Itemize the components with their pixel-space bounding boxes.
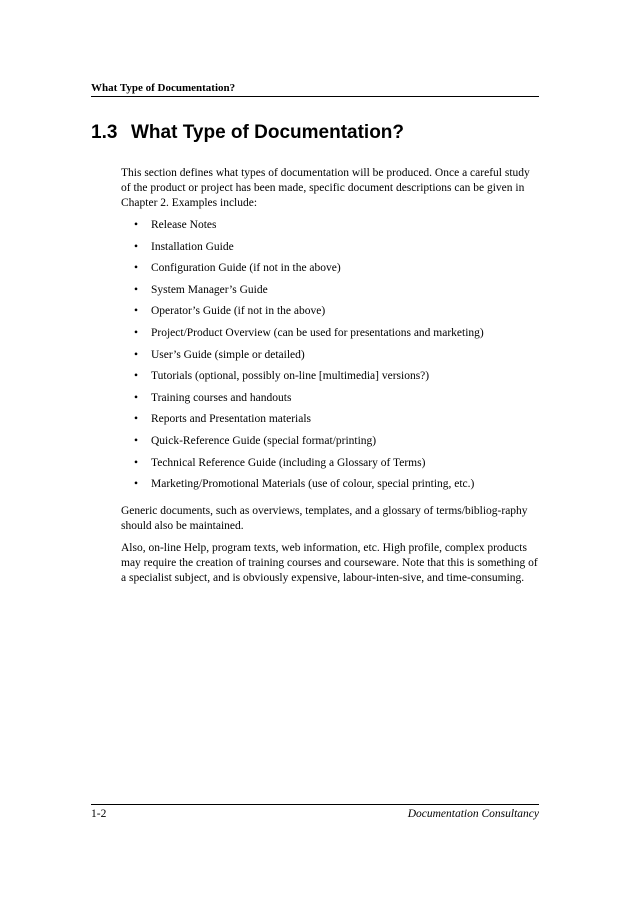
list-item (121, 434, 541, 456)
bullet-icon: • (134, 478, 139, 491)
list-item-text: Quick-Reference Guide (special format/printing) (151, 434, 377, 447)
bullet-icon: • (134, 240, 139, 253)
list-item-text: Tutorials (optional, possibly on-line [multimedia] versions?) (151, 370, 430, 383)
section-number: 1.3 (91, 122, 118, 143)
header-rule (91, 96, 539, 97)
running-header: What Type of Documentation? (91, 82, 236, 94)
list-item (121, 261, 541, 283)
bullet-icon: • (134, 348, 139, 361)
bullet-icon: • (134, 391, 139, 404)
bullet-icon: • (134, 326, 139, 339)
list-item-text: Configuration Guide (if not in the above) (151, 262, 341, 275)
list-item-text: Technical Reference Guide (including a Glossary of Terms) (151, 456, 426, 469)
list-item-text: Release Notes (151, 219, 217, 231)
list-item-text: Project/Product Overview (can be used for presentations and marketing) (151, 326, 484, 339)
bullet-icon: • (134, 456, 139, 469)
footer-title: Documentation Consultancy (407, 808, 539, 820)
list-item (121, 412, 541, 434)
list-item (121, 477, 541, 499)
intro-paragraph: This section defines what types of documentation will be produced. Once a careful study of the product or project has been made, specific document descriptions can be given in Chapter 2. Examples include: (121, 167, 530, 209)
list-item-text: Reports and Presentation materials (151, 413, 312, 426)
list-item (121, 283, 541, 305)
list-item-text: User’s Guide (simple or detailed) (151, 348, 305, 361)
list-item-text: Operator’s Guide (if not in the above) (151, 305, 326, 318)
online-help-paragraph: Also, on-line Help, program texts, web information, etc. High profile, complex products may require the creation of training courses and courseware. Note that this is something of a specialist subject, and is obviously expensive, labour-inten-sive, and time-consuming. (121, 541, 538, 584)
list-item (121, 369, 541, 391)
page-number: 1-2 (91, 808, 107, 820)
footer-rule (91, 804, 539, 805)
bullet-icon: • (134, 283, 139, 296)
list-item (121, 304, 541, 326)
list-item-text: Marketing/Promotional Materials (use of colour, special printing, etc.) (151, 478, 475, 491)
generic-documents-paragraph: Generic documents, such as overviews, templates, and a glossary of terms/bibliog-raphy should also be maintained. (121, 504, 528, 532)
section-title-text: What Type of Documentation? (131, 122, 405, 143)
list-item (121, 326, 541, 348)
bullet-icon: • (134, 434, 139, 447)
list-item (121, 348, 541, 370)
section-body (121, 166, 541, 593)
list-item-text: Training courses and handouts (151, 391, 292, 404)
bullet-icon: • (134, 305, 139, 318)
list-item (121, 391, 541, 413)
bullet-icon: • (134, 262, 139, 275)
bullet-icon: • (134, 413, 139, 426)
section-title (91, 122, 551, 144)
list-item (121, 218, 541, 240)
bullet-icon: • (134, 219, 139, 231)
documentation-types-list (121, 218, 541, 499)
list-item-text: System Manager’s Guide (151, 283, 268, 296)
list-item (121, 456, 541, 478)
list-item-text: Installation Guide (151, 240, 234, 253)
bullet-icon: • (134, 370, 139, 383)
list-item (121, 240, 541, 262)
